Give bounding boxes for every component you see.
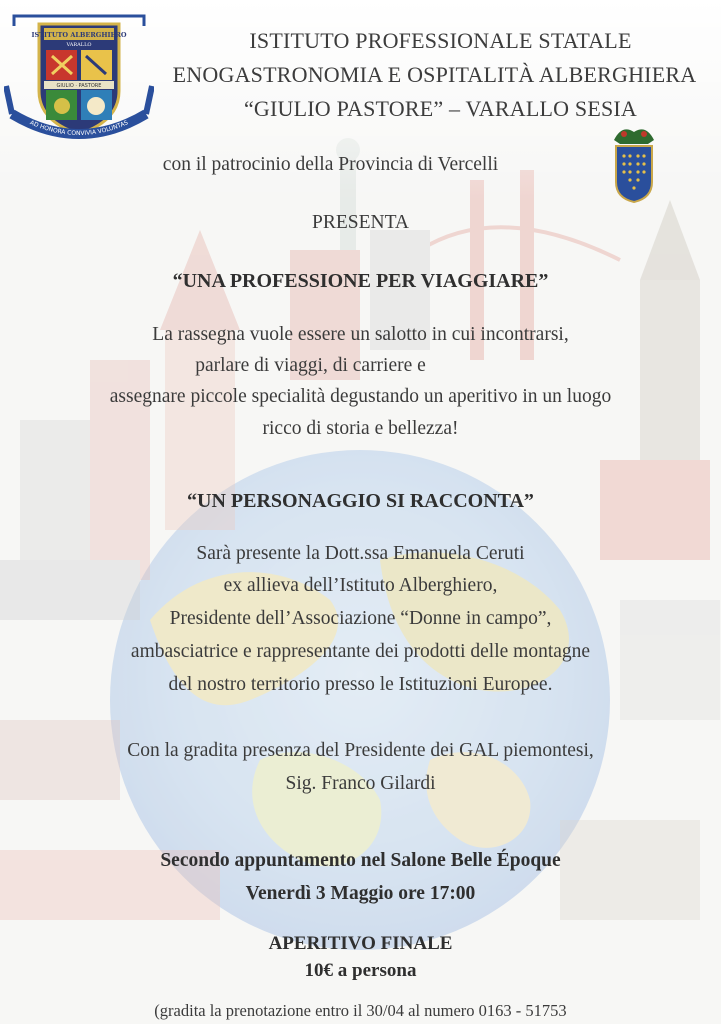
title-personaggio: “UN PERSONAGGIO SI RACCONTA” xyxy=(187,490,534,512)
guest-line-4: ambasciatrice e rappresentante dei prodotti delle montagne xyxy=(130,641,591,662)
school-logo xyxy=(4,6,154,146)
guest-line-1: Sarà presente la Dott.ssa Emanuela Ceruti xyxy=(196,543,525,564)
patronage-text: con il patrocinio della Provincia di Vercelli xyxy=(162,154,499,175)
header-line-1: ISTITUTO PROFESSIONALE STATALE xyxy=(249,28,632,53)
province-crest xyxy=(608,120,660,204)
intro-line-1: La rassegna vuole essere un salotto in cui incontrarsi, xyxy=(152,324,569,345)
booking-note: (gradita la prenotazione entro il 30/04 al numero 0163 - 51753 xyxy=(154,1001,567,1020)
guest-line-3: Presidente dell’Associazione “Donne in campo”, xyxy=(169,608,552,629)
header-line-3: “GIULIO PASTORE” – VARALLO SESIA xyxy=(243,96,638,121)
intro-line-3: assegnare piccole specialità degustando un aperitivo in un luogo xyxy=(109,386,612,407)
aperitivo-price: 10€ a persona xyxy=(304,960,417,981)
svg-text:GIULIO · PASTORE: GIULIO · PASTORE xyxy=(56,83,102,89)
guest-line-2: ex allieva dell’Istituto Alberghiero, xyxy=(223,575,498,596)
svg-text:ISTITUTO ALBERGHIERO: ISTITUTO ALBERGHIERO xyxy=(31,31,127,39)
presence-line-2: Sig. Franco Gilardi xyxy=(285,773,436,794)
intro-line-4: ricco di storia e bellezza! xyxy=(262,418,459,439)
svg-text:VARALLO: VARALLO xyxy=(66,42,92,48)
intro-line-2: parlare di viaggi, di carriere e xyxy=(195,355,426,376)
event-venue: Secondo appuntamento nel Salone Belle Époque xyxy=(160,850,561,871)
title-professione: “UNA PROFESSIONE PER VIAGGIARE” xyxy=(172,270,549,292)
presenta-text: PRESENTA xyxy=(311,212,410,233)
svg-text:AD HONORA CONVIVIA VOLUNTAS: AD HONORA CONVIVIA VOLUNTAS xyxy=(28,119,130,138)
guest-line-5: del nostro territorio presso le Istituzioni Europee. xyxy=(168,674,553,695)
aperitivo-title: APERITIVO FINALE xyxy=(268,933,453,954)
event-datetime: Venerdì 3 Maggio ore 17:00 xyxy=(245,883,476,904)
presence-line-1: Con la gradita presenza del Presidente dei GAL piemontesi, xyxy=(127,740,594,761)
header-line-2: ENOGASTRONOMIA E OSPITALITÀ ALBERGHIERA xyxy=(172,62,697,87)
